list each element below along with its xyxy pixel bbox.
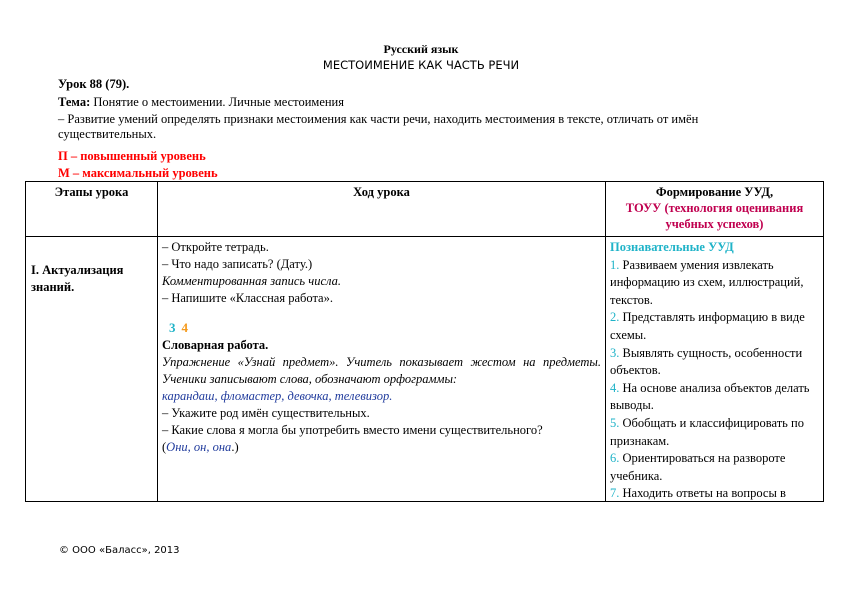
lesson-number: Урок 88 (79). [58,77,130,91]
vocab-words: карандаш, фломастер, девочка, телевизор. [162,389,393,403]
flow-line-4: – Напишите «Классная работа». [162,291,333,305]
subject-title: Русский язык [383,42,459,56]
uud-item: 1. Развиваем умения извлекать информацию из схем, иллюстраций, текстов. [610,257,804,307]
header-uud-line1: Формирование УУД, [655,185,774,199]
level-p: П – повышенный уровень [58,149,206,163]
uud-item: 3. Выявлять сущность, особенности объектов. [610,345,803,378]
header-uud-line3: учебных успехов) [665,217,764,231]
question-2-answer: (Они, он, она.) [162,440,239,454]
uud-item: 6. Ориентироваться на развороте учебника. [610,451,786,483]
uud-item: 5. Обобщать и классифицировать по признакам. [610,415,804,448]
copyright-footer: © ООО «Баласс», 2013 [59,545,180,556]
topic-text: Понятие о местоимении. Личные местоимения [90,95,344,109]
uud-cell [606,237,824,502]
header-uud-line2: ТОУУ (технология оценивания [625,201,804,215]
toyu-markers [169,319,601,337]
question-2: – Какие слова я могла бы употребить вместо имени существительного? [162,423,543,437]
pronouns-answer: Они, он, она [166,440,232,454]
uud-item: 4. На основе анализа объектов делать выводы. [610,380,810,413]
stage-name: I. Актуализация знаний. [31,263,124,294]
flow-line-3: Комментированная запись числа. [162,274,341,288]
flow-line-1: – Откройте тетрадь. [162,240,269,254]
marker-4: 4 [181,320,188,335]
marker-3: 3 [169,320,176,335]
uud-item: 7. Находить ответы на вопросы в [610,486,786,501]
question-1: – Укажите род имён существительных. [162,406,370,420]
table-row [26,237,824,502]
lesson-table [25,181,824,502]
uud-title: Познавательные УУД [610,240,734,254]
flow-line-2: – Что надо записать? (Дату.) [162,257,313,271]
header-flow: Ход урока [158,182,606,237]
header-uud [606,182,824,237]
uud-item: 2. Представлять информацию в виде схемы. [610,310,805,342]
table-header-row [26,182,824,237]
stage-cell [26,237,158,502]
topic-label: Тема: [58,95,91,109]
level-m: М – максимальный уровень [58,166,218,180]
lesson-goal: – Развитие умений определять признаки местоимения как части речи, находить местоимения в тексте, отличать от имён существительных. [58,112,699,141]
exercise-text: Упражнение «Узнай предмет». Учитель показывает жестом на предметы. Ученики записывают слова, обозначают орфограммы: [162,355,601,386]
vocab-title: Словарная работа. [162,338,269,352]
header-stages: Этапы урока [26,182,158,237]
lesson-main-title: МЕСТОИМЕНИЕ КАК ЧАСТЬ РЕЧИ [322,58,520,72]
topic-line [58,95,344,110]
flow-cell [158,237,606,502]
